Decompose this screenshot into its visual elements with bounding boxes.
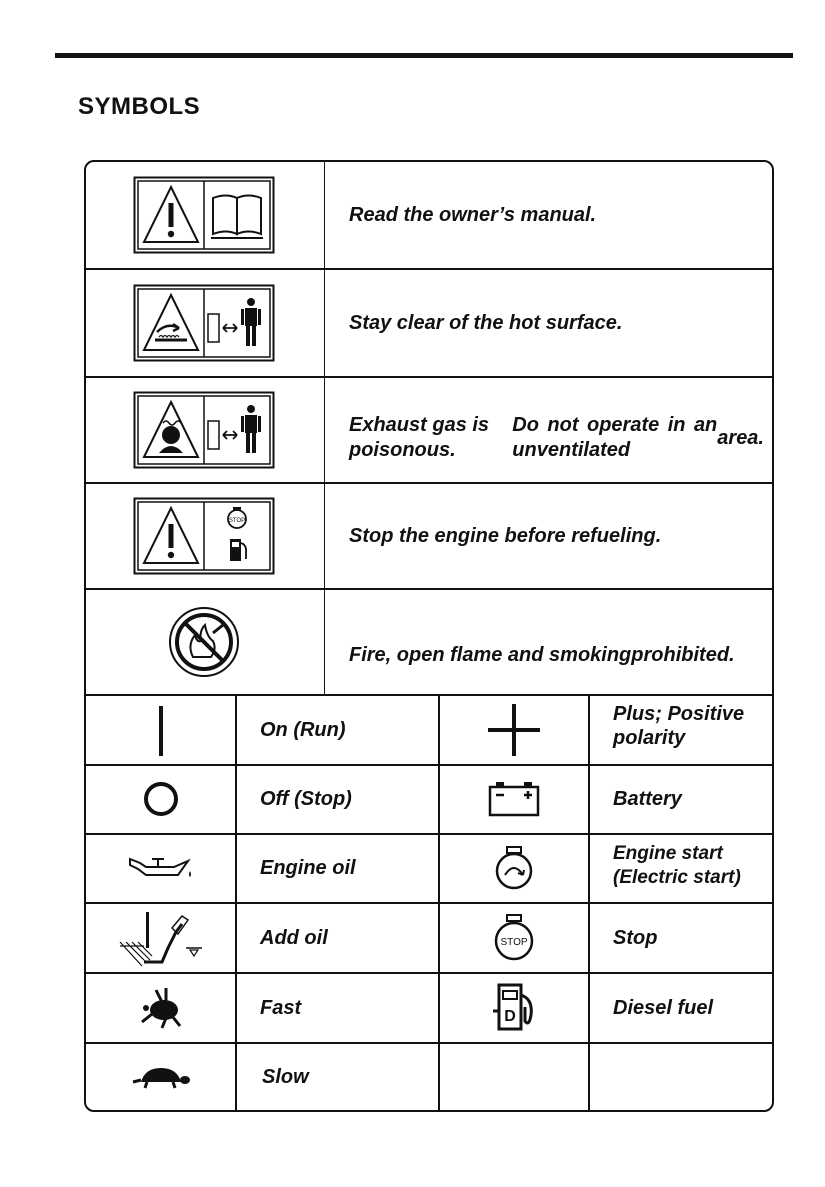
stop-icon (492, 911, 536, 965)
battery-icon (486, 779, 542, 819)
symbol-label: Plus; Positive polarity (613, 703, 745, 749)
warning-row (84, 590, 774, 694)
symbol-cell (439, 903, 588, 972)
warning-text: Stop the engine before refueling. (349, 524, 662, 547)
symbol-cell (86, 834, 235, 902)
symbol-label: On (Run) (260, 718, 346, 741)
stop-label: STOP (228, 518, 246, 524)
symbol-cell (86, 695, 235, 764)
symbol-cell (86, 765, 235, 833)
symbol-label: Diesel fuel (613, 996, 714, 1019)
warning-text: Fire, open flame and smoking prohibited. (349, 643, 735, 666)
on-run-icon (151, 700, 171, 760)
engine-start-icon (492, 843, 536, 893)
symbol-label: Fast (260, 996, 302, 1019)
symbol-cell (439, 765, 588, 833)
symbol-cell (439, 973, 588, 1042)
stop-label: STOP (499, 936, 528, 948)
warning-exhaust-gas-icon (133, 391, 275, 469)
no-fire-flame-smoking-icon (167, 605, 241, 679)
warning-stop-engine-refuel-icon (133, 497, 275, 575)
warning-text: Exhaust gas is poisonous. Do not operate in an unventilated area. (349, 414, 764, 461)
warning-row (84, 270, 774, 376)
top-rule (55, 53, 793, 58)
warning-read-manual-icon (133, 176, 275, 254)
add-oil-icon (116, 906, 206, 970)
symbol-label: Battery (613, 788, 682, 810)
warning-text: Read the owner’s manual. (349, 203, 597, 226)
warning-row (84, 378, 774, 482)
svg-text:D: D (503, 1007, 516, 1025)
warning-text: Stay clear of the hot surface. (349, 311, 623, 334)
symbol-cell (439, 695, 588, 764)
symbol-cell (439, 834, 588, 902)
warning-row (84, 484, 774, 588)
symbol-label: Stop (613, 926, 658, 949)
symbol-cell (86, 1043, 235, 1110)
warning-hot-surface-icon (133, 284, 275, 362)
symbol-cell (86, 973, 235, 1042)
symbol-cell (86, 903, 235, 972)
symbol-label: Slow (262, 1065, 309, 1088)
engine-oil-icon (126, 853, 196, 883)
symbol-label: Off (Stop) (260, 788, 352, 810)
symbol-label: Engine oil (260, 857, 356, 879)
fast-rabbit-icon (136, 986, 186, 1030)
symbol-label: Add oil (260, 926, 328, 949)
warning-row (84, 162, 774, 268)
diesel-fuel-icon (489, 981, 539, 1035)
page-title: SYMBOLS (78, 93, 201, 120)
plus-positive-icon (484, 700, 544, 760)
slow-turtle-icon (131, 1062, 191, 1092)
off-stop-icon (141, 777, 181, 821)
symbol-label: Engine start (Electric start) (613, 843, 741, 888)
